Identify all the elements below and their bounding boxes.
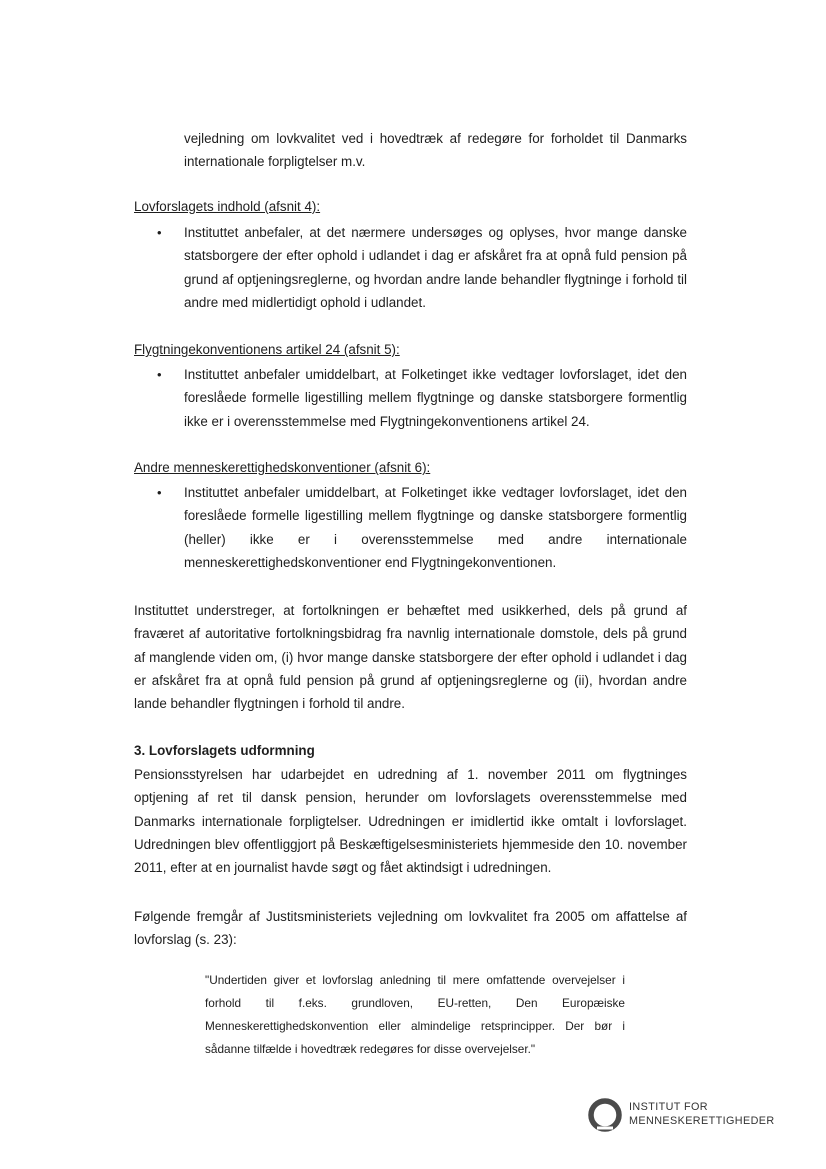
logo-line-2: MENNESKERETTIGHEDER [629, 1115, 775, 1127]
paragraph-folgende: Følgende fremgår af Justitsministeriets vejledning om lovkvalitet fra 2005 om affattelse af lovforslag (s. 23): [134, 909, 687, 948]
section-heading-lovforslagets-indhold: Lovforslagets indhold (afsnit 4): [134, 199, 321, 214]
institute-logo [587, 1095, 787, 1135]
bullet-text-artikel-24: Instituttet anbefaler umiddelbart, at Folketinget ikke vedtager lovforslaget, idet den foreslåede formelle ligestilling mellem flygtninge og danske statsborgere formentlig ikke er i overensstemmelse med Flygtningekonventionens artikel 24. [184, 367, 687, 429]
bullet-icon: • [157, 225, 162, 240]
bullet-icon: • [157, 367, 162, 382]
logo-line-1: INSTITUT FOR [629, 1101, 708, 1113]
bullet-icon: • [157, 485, 162, 500]
bullet-text-andre-konventioner: Instituttet anbefaler umiddelbart, at Folketinget ikke vedtager lovforslaget, idet den foreslåede formelle ligestilling mellem flygtninge og danske statsborgere formentlig (heller) ikke er i overensstemmelse med andre internationale menneskerettighedskonventioner end Flygtningekonventionen. [184, 485, 687, 570]
section-heading-artikel-24: Flygtningekonventionens artikel 24 (afsnit 5): [134, 342, 400, 357]
section-heading-andre-konventioner: Andre menneskerettighedskonventioner (afsnit 6): [134, 460, 431, 475]
section-3-heading: 3. Lovforslagets udformning [134, 743, 315, 758]
bullet-text-indhold: Instituttet anbefaler, at det nærmere undersøges og oplyses, hvor mange danske statsborgere der efter ophold i udlandet i dag er afskåret fra at opnå fuld pension på grund af optjeningsreglerne, og hvordan andre lande behandler flygtninge i forhold til andre med midlertidigt ophold i udlandet. [184, 225, 687, 310]
intro-paragraph: vejledning om lovkvalitet ved i hovedtræk af redegøre for forholdet til Danmarks internationale forpligtelser m.v. [184, 131, 687, 170]
paragraph-understreger: Instituttet understreger, at fortolkningen er behæftet med usikkerhed, dels på grund af fraværet af autoritative fortolkningsbidrag fra navnlig internationale domstole, dels på grund af manglende viden om, (i) hvor mange danske statsborgere der efter ophold i udlandet i dag er afskåret fra at opnå fuld pension på grund af optjeningsreglerne og (ii), hvordan andre lande behandler flygtningen i forhold til andre. [134, 603, 687, 712]
logo-text [629, 1100, 775, 1128]
block-quote: "Undertiden giver et lovforslag anledning til mere omfattende overvejelser i forhold til f.eks. grundloven, EU-retten, Den Europæiske Menneskerettighedskonvention eller almindelige retsprincipper. Der bør i sådanne tilfælde i hovedtræk redegøres for disse overvejelser." [205, 973, 625, 1056]
institute-ring-logo-icon [587, 1097, 623, 1133]
section-3-paragraph: Pensionsstyrelsen har udarbejdet en udredning af 1. november 2011 om flygtninges optjening af ret til dansk pension, herunder om lovforslagets overensstemmelse med Danmarks internationale forpligtelser. Udredningen er imidlertid ikke omtalt i lovforslaget. Udredningen blev offentliggjort på Beskæftigelsesministeriets hjemmeside den 10. november 2011, efter at en journalist havde søgt og fået aktindsigt i udredningen. [134, 767, 687, 876]
